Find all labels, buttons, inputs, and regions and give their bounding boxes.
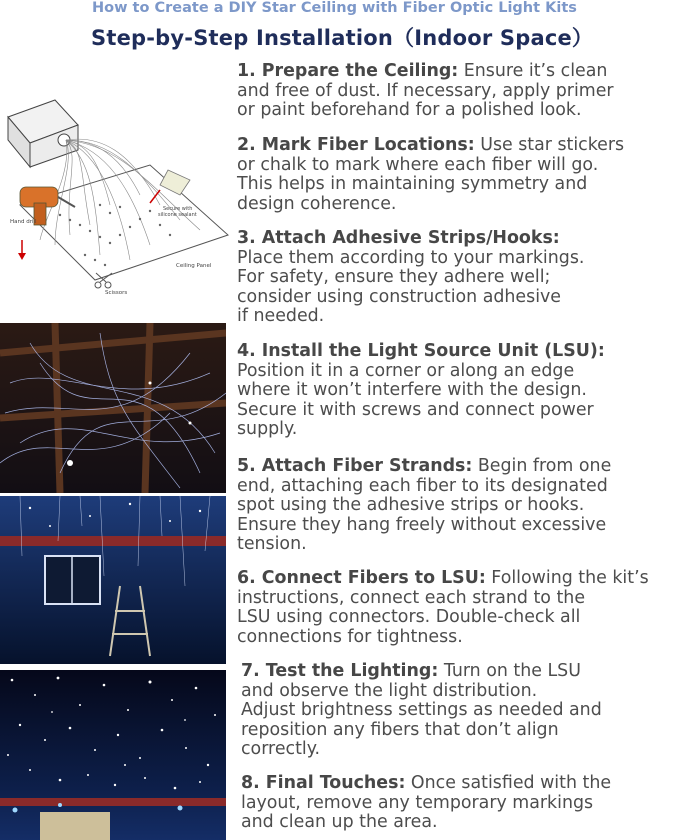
step-label: 4. Install the Light Source Unit (LSU): [237, 341, 605, 361]
room-fiber-photo [0, 496, 226, 664]
step-4: 4. Install the Light Source Unit (LSU): Position it in a corner or along an edge where it won’t interfere with the design. Secure it with screws and connect power supply. [237, 341, 605, 440]
sealant-label: Secure with [163, 206, 193, 212]
step-7: 7. Test the Lighting: Turn on the LSU and observe the light distribution. Adjust brightness settings as needed and reposition any fibers that don’t align correctly. [241, 661, 602, 760]
step-label: 8. Final Touches: [241, 773, 406, 793]
installation-diagram [0, 95, 232, 295]
step-label: 2. Mark Fiber Locations: [237, 135, 475, 155]
drill-label: Hand drill [10, 219, 37, 225]
step-3: 3. Attach Adhesive Strips/Hooks: Place them according to your markings. For safety, ensure they adhere well; consider using construction adhesive if needed. [237, 228, 585, 327]
step-label: 7. Test the Lighting: [241, 661, 439, 681]
top-title: How to Create a DIY Star Ceiling with Fiber Optic Light Kits [92, 0, 577, 16]
step-1: 1. Prepare the Ceiling: Ensure it’s clean and free of dust. If necessary, apply primer or paint beforehand for a polished look. [237, 61, 614, 121]
page-title: Step-by-Step Installation（Indoor Space） [91, 26, 594, 50]
light-source-box-icon [8, 100, 78, 167]
step-label: 6. Connect Fibers to LSU: [237, 568, 486, 588]
attic-fiber-photo [0, 323, 226, 493]
scissors-label: Scissors [105, 290, 128, 295]
step-5: 5. Attach Fiber Strands: Begin from one end, attaching each fiber to its designated spot using the adhesive strips or hooks. Ensure they hang freely without excessive tension. [237, 456, 612, 555]
step-8: 8. Final Touches: Once satisfied with the layout, remove any temporary markings and clean up the area. [241, 773, 612, 833]
star-ceiling-photo [0, 670, 226, 840]
step-label: 5. Attach Fiber Strands: [237, 456, 473, 476]
step-label: 3. Attach Adhesive Strips/Hooks: [237, 228, 560, 248]
step-6: 6. Connect Fibers to LSU: Following the kit’s instructions, connect each strand to the LSU using connectors. Double-check all connections for tightness. [237, 568, 649, 647]
panel-label: Ceiling Panel [176, 263, 212, 269]
step-label: 1. Prepare the Ceiling: [237, 61, 459, 81]
sealant-label-2: silicone sealant [158, 212, 197, 218]
step-2: 2. Mark Fiber Locations: Use star stickers or chalk to mark where each fiber will go. This helps in maintaining symmetry and design coherence. [237, 135, 625, 214]
